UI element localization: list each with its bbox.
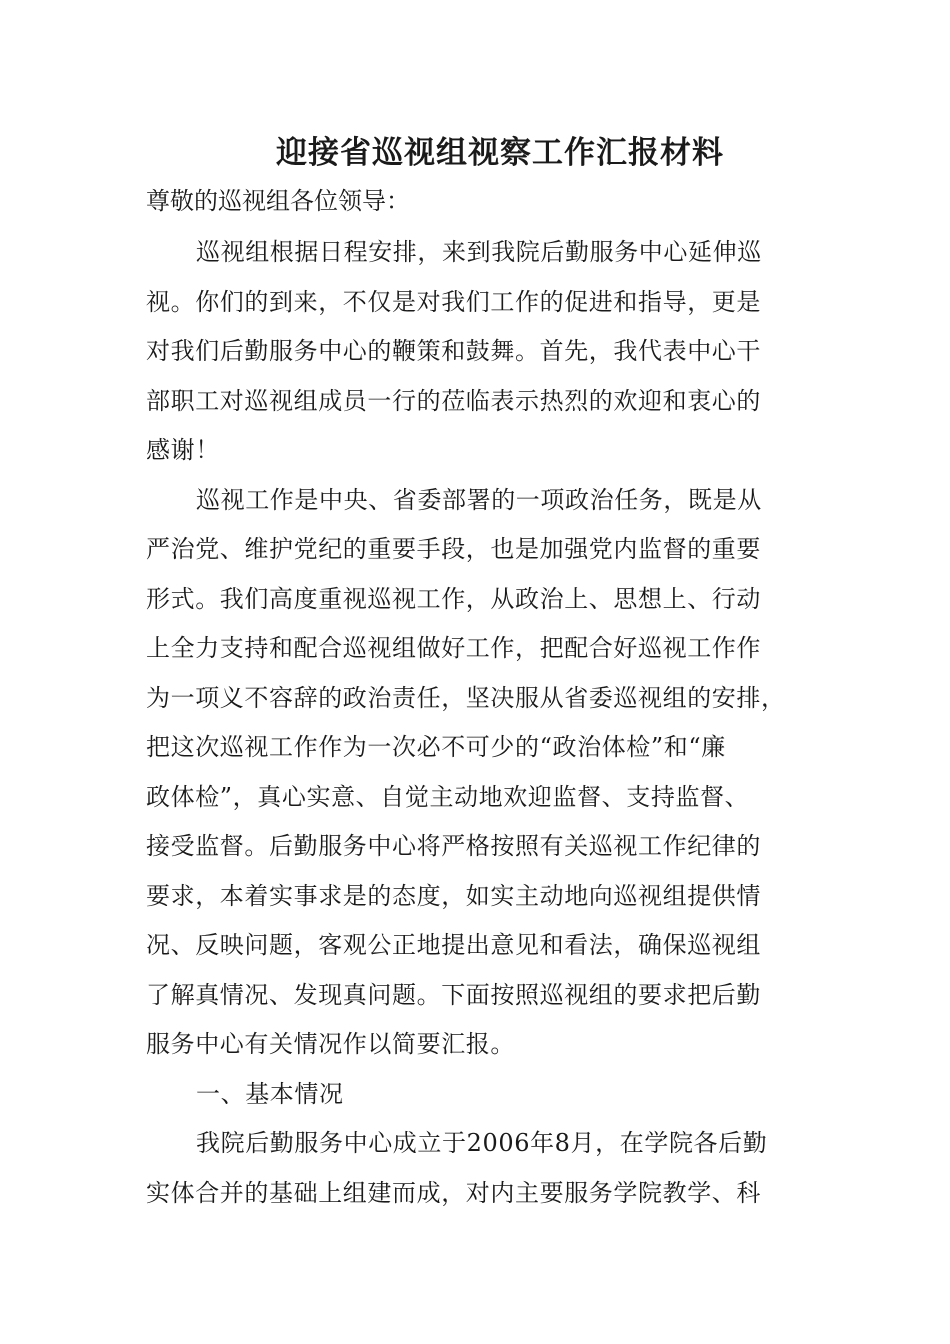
salutation: 尊敬的巡视组各位领导： (146, 187, 410, 215)
text-line: 对我们后勤服务中心的鞭策和鼓舞。首先，我代表中心干 (146, 337, 761, 365)
document-title: 迎接省巡视组视察工作汇报材料 (276, 135, 724, 171)
text-line: 一、基本情况 (196, 1079, 344, 1108)
text-line: 巡视组根据日程安排，来到我院后勤服务中心延伸巡 (196, 238, 762, 266)
text-line: 我院后勤服务中心成立于2006年8月，在学院各后勤 (196, 1129, 768, 1157)
text-line: 接受监督。后勤服务中心将严格按照有关巡视工作纪律的 (146, 832, 761, 860)
text-line: 服务中心有关情况作以简要汇报。 (146, 1030, 515, 1058)
text-line: 实体合并的基础上组建而成，对内主要服务学院教学、科 (146, 1178, 761, 1207)
text-line: 为一项义不容辞的政治责任，坚决服从省委巡视组的安排， (146, 683, 786, 712)
text-line: 要求，本着实事求是的态度，如实主动地向巡视组提供情 (146, 881, 761, 910)
document-body (146, 228, 806, 1218)
text-line: 上全力支持和配合巡视组做好工作，把配合好巡视工作作 (146, 634, 761, 662)
text-line: 严治党、维护党纪的重要手段，也是加强党内监督的重要 (146, 535, 761, 563)
text-line: 感谢！ (146, 436, 220, 464)
text-line: 了解真情况、发现真问题。下面按照巡视组的要求把后勤 (146, 980, 761, 1009)
text-line: 视。你们的到来，不仅是对我们工作的促进和指导，更是 (146, 287, 761, 316)
text-line: 巡视工作是中央、省委部署的一项政治任务，既是从 (196, 485, 762, 514)
text-line: 况、反映问题，客观公正地提出意见和看法，确保巡视组 (146, 931, 761, 959)
text-line: 把这次巡视工作作为一次必不可少的“政治体检”和“廉 (146, 733, 726, 761)
text-line: 形式。我们高度重视巡视工作，从政治上、思想上、行动 (146, 584, 761, 613)
text-line: 部职工对巡视组成员一行的莅临表示热烈的欢迎和衷心的 (146, 386, 761, 415)
text-line: 政体检”，真心实意、自觉主动地欢迎监督、支持监督、 (146, 782, 750, 811)
